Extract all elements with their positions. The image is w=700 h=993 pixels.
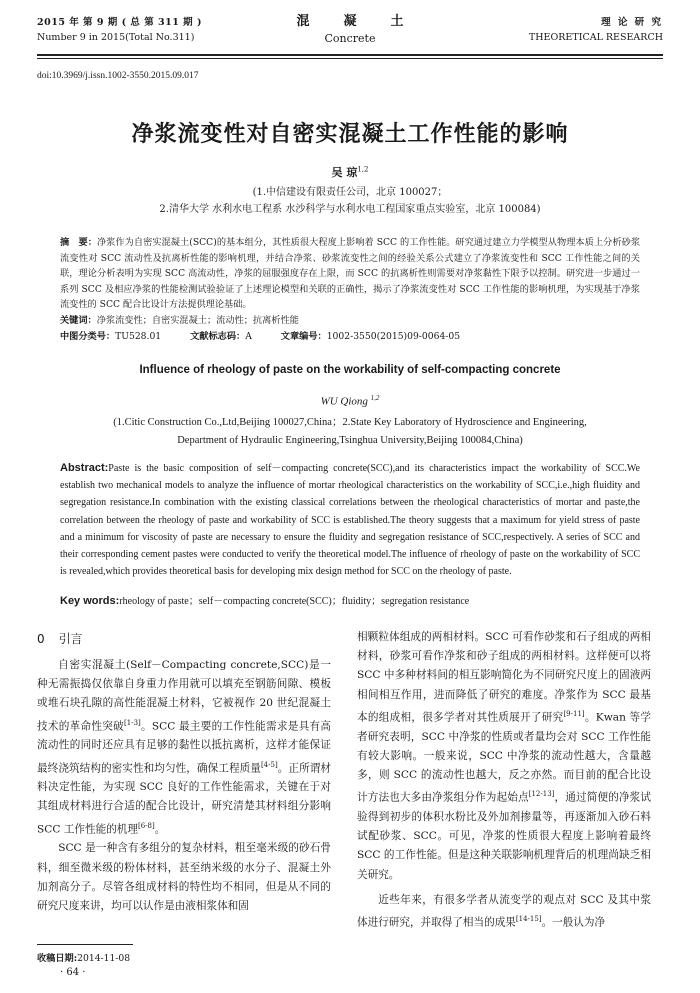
section-title: 引言 [58,632,83,646]
p1-text-a: 自密实混凝土(Self－Compacting concrete,SCC)是一种无需振捣仅依靠自身重力作用就可以填充至钢筋间隙、模板或堆石块孔隙的高性能混凝土材料，它被视作 20 世纪混凝土技术的革命性突破 [37,659,331,733]
affiliation-en [80,414,620,450]
article-no-label: 文章编号： [280,331,327,342]
p1-text-c: 。正所谓材料决定性能，为实现 SCC 良好的工作性能需求，关键在于对其组成材料进行合适的配合比设计，研究清楚其材料组分影响 SCC 工作性能的机理 [37,762,332,836]
author-en [0,394,700,408]
header-section [529,14,663,43]
keywords-cn-label: 关键词： [60,314,97,326]
abstract-en [60,460,640,580]
section-heading [37,630,331,649]
p1-text-d: 。 [154,823,166,836]
affiliation-cn-2: 2.清华大学 水利水电工程系 水沙科学与水利水电工程国家重点实验室，北京 100084) [159,204,541,215]
body-paragraph-3 [357,891,651,933]
footnote-rule [37,944,133,945]
p2-text-c: ，通过简便的净浆试验得到初步的体积水粉比及外加剂掺量等，再逐渐加入砂石料试配砂浆、SCC。可见，净浆的性质很大程度上影响着最终 SCC 的工作性能。但是这种关联影响机理背后的机理尚缺乏相关研究。 [357,791,652,881]
article-no-value: 1002-3550(2015)09-0064-05 [326,331,461,342]
doc-code-label: 文献标志码： [190,331,246,342]
p3-text-a: 近些年来，有很多学者从流变学的观点对 SCC 及其中浆体进行研究，并取得了相当的成果 [357,893,651,929]
author-cn-sup: 1,2 [357,165,369,174]
keywords-en-label: Key words: [60,595,120,607]
body-column-left [37,628,331,916]
footnote-label: 收稿日期: [37,953,78,964]
p2-text-a: 相颗粒体组成的两相材料。SCC 可看作砂浆和石子组成的两相材料，砂浆可看作净浆和砂子组成的两相材料。这样便可以将 SCC 中多种材料间的相互影响简化为不同研究尺度上的固液两相间相互作用，进而降低了研究的难度。净浆作为 SCC 最基本的组成相，很多学者对其性质展开了研究 [357,631,651,724]
p1-text-b: 。SCC 最主要的工作性能需求是具有高流动性的同时还应具有足够的黏性以抵抗离析，这样才能保证最终浇筑结构的密实性和均匀性，确保工程质量 [37,720,332,775]
keywords-en [60,592,640,607]
affiliation-en-2: Department of Hydraulic Engineering,Tsinghua University,Beijing 100084,China) [177,435,523,446]
footnote-date: 2014-11-08 [77,953,131,964]
author-cn-name: 吴 琼 [331,166,358,179]
journal-name-cn: 混凝土 [296,14,438,29]
body-paragraph-2-left: SCC 是一种含有多组分的复杂材料，粗至毫米级的砂石骨料，细至微米级的粉体材料，甚至纳米级的水分子、混凝土外加剂高分子。尽管各组成材料的特性均不相同，但是从不同的研究尺度来讲，均可以认作是由液相浆体和固 [37,842,331,913]
classification-line [60,328,486,342]
clc-label: 中图分类号： [60,331,116,342]
title-en: Influence of rheology of paste on the workability of self-compacting concrete [139,364,561,376]
citation: [1-3] [124,718,141,727]
p2-text-b: 。Kwan 等学者研究表明，SCC 中净浆的性质或者量均会对 SCC 工作性能有较大影响。一般来说，SCC 中净浆的流动性越大，含量越多，则 SCC 的流动性也越大，反之亦然。而目前的配合比设计方法也大多由净浆组分作为起始点 [357,711,651,804]
abstract-en-label: Abstract: [60,462,109,474]
header-issue-cn: 2015 年 第 9 期 ( 总 第 311 期 ) [37,17,202,28]
body-paragraph-1 [37,656,331,839]
keywords-cn-text: 净浆流变性；自密实混凝土；流动性；抗离析性能 [96,314,299,326]
author-en-name: WU Qiong [320,395,368,408]
affiliation-en-1: (1.Citic Construction Co.,Ltd,Beijing 100027,China；2.State Key Laboratory of Hydroscience and Engineering, [113,417,587,428]
page-number: · 64 · [60,967,86,978]
citation: [6-8] [138,821,155,830]
p3-text-b: 。一般认为净 [541,916,606,929]
abstract-en-text: Paste is the basic composition of self－compacting concrete(SCC),and its characteristics impact the workability of SCC.We establish two mechanical models to analyze the influence of mortar rheological characteristics on the workability of SCC,i.e.,high fluidity and segregation resistance.In combination with the existing classical correlations between the rheological characteristics of mortar and paste,the correlation between the rheology of paste and workability of SCC is established.The theory suggests that a maximum for yield stress of paste and a minimum for viscosity of paste are necessary to ensure the fluidity and segregation resistance of SCC,respectively. A series of SCC and their corresponding cement pastes were conducted to verify the theoretical model.The influence of rheology of paste on the workability of SCC is revealed,which provides theoretical basis for developing mix design method for SCC on the rheology of paste. [60,463,640,578]
title-cn: 净浆流变性对自密实混凝土工作性能的影响 [131,122,569,147]
citation: [4-5] [260,760,278,769]
header-issue-en: Number 9 in 2015(Total No.311) [37,32,195,43]
abstract-cn-label: 摘 要： [60,237,97,248]
citation: [12-13] [528,790,555,799]
abstract-cn [60,235,640,329]
affiliation-cn-1: (1.中信建设有限责任公司，北京 100027； [252,187,448,198]
author-en-sup: 1,2 [370,394,380,402]
citation: [9-11] [563,709,585,718]
journal-name-en: Concrete [324,32,376,45]
section-number: 0 [37,632,45,646]
header-rule-thick [37,54,663,56]
body-column-right [357,628,651,933]
author-cn [0,164,700,180]
header-section-cn: 理 论 研 究 [601,17,663,28]
citation: [14-15] [515,914,542,923]
body-paragraph-2-right [357,628,651,885]
header-rule-thin [37,58,663,59]
clc-value: TU528.01 [115,331,162,342]
footnote-received [37,950,130,964]
doc-code-value: A [245,331,252,342]
keywords-en-text: rheology of paste；self－compacting concrete(SCC)；fluidity；segregation resistance [119,596,470,607]
doi: doi:10.3969/j.issn.1002-3550.2015.09.017 [37,71,199,81]
abstract-cn-text: 净浆作为自密实混凝土(SCC)的基本组分，其性质很大程度上影响着 SCC 的工作性能。研究通过建立力学模型从物理本质上分析砂浆流变性对 SCC 流动性及抗离析性能的影响机理，并结合净浆、砂浆流变性之间的经验关系公式建立了净浆流变性和 SCC 工作性能之间的关联，理论分析表明为实现 SCC 高流动性，净浆的屈服强度存在上限，而 SCC 的抗离析性则需要对净浆黏性下限予以控制。研究进一步通过一系列 SCC 及相应净浆的性能检测试验验证了上述理论模型和关联的正确性，揭示了净浆流变性对 SCC 工作性能的影响机理，为实现基于净浆流变性的 SCC 配合比设计方法提供理论基础。 [60,237,641,311]
header-section-en: THEORETICAL RESEARCH [528,32,663,43]
